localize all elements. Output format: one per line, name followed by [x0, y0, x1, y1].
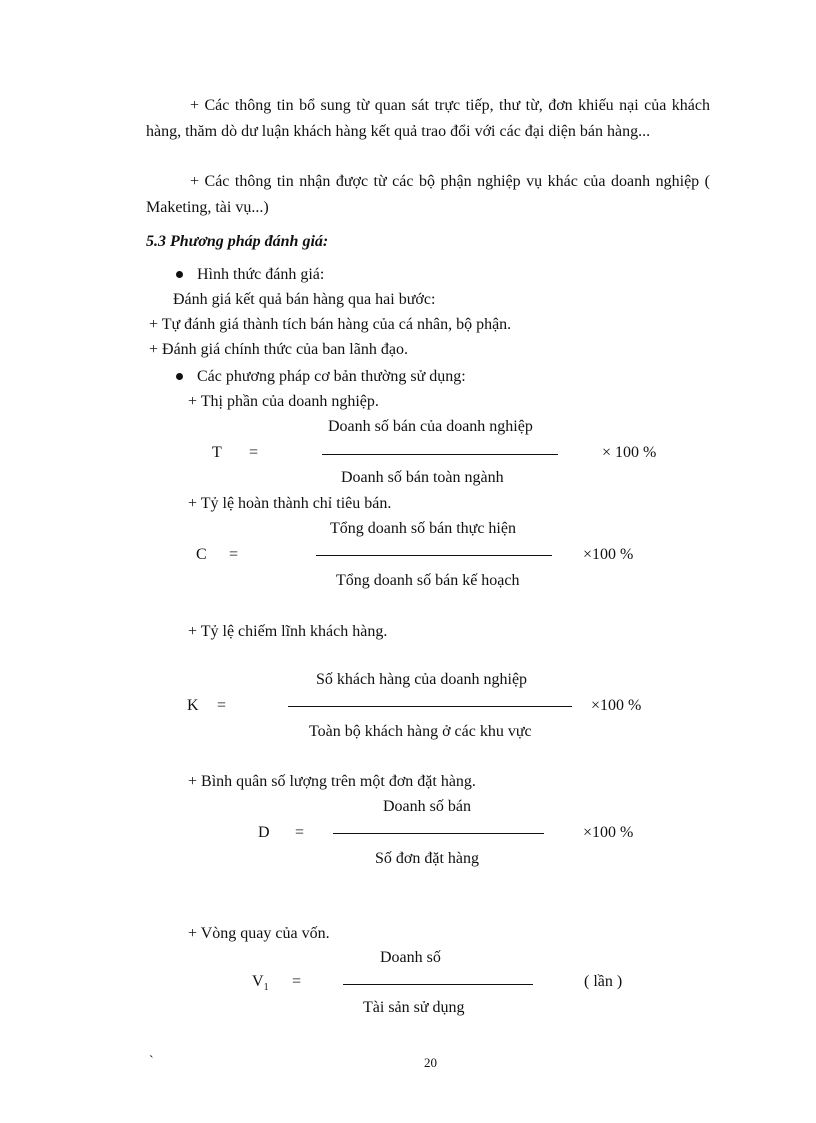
bullet-dot	[176, 271, 183, 278]
formula-c-label: + Tỷ lệ hoàn thành chỉ tiêu bán.	[188, 495, 392, 512]
formula-c-denominator: Tổng doanh số bán kế hoạch	[336, 572, 520, 589]
formula-k-label: + Tỷ lệ chiếm lĩnh khách hàng.	[188, 623, 388, 640]
formula-v-numerator: Doanh số	[380, 949, 441, 966]
formula-v-equals: =	[292, 973, 302, 990]
formula-d-numerator: Doanh số bán	[383, 798, 471, 815]
formula-v-fraction-bar	[343, 984, 533, 985]
formula-k-fraction-bar	[288, 706, 572, 707]
self-evaluation-line: + Tự đánh giá thành tích bán hàng của cá nhân, bộ phận.	[149, 316, 512, 333]
formula-d-denominator: Số đơn đặt hàng	[375, 850, 480, 867]
bullet-item-basic-methods: Các phương pháp cơ bản thường sử dụng:	[197, 368, 466, 385]
formula-c-multiplier: ×100 %	[583, 546, 634, 563]
formula-v-multiplier: ( lần )	[584, 973, 623, 990]
bullet-dot	[176, 373, 183, 380]
page-number: 20	[424, 1055, 437, 1070]
formula-d-equals: =	[295, 824, 305, 841]
formula-c-fraction-bar	[316, 555, 552, 556]
formula-t-equals: =	[249, 444, 259, 461]
formula-v-variable	[252, 972, 269, 994]
formula-k-variable: K	[187, 697, 199, 714]
formula-t-denominator: Doanh số bán toàn ngành	[341, 469, 504, 486]
formula-v-variable-letter: V	[252, 973, 264, 990]
formula-v-variable-subscript: 1	[263, 982, 269, 993]
intro-paragraph-1: + Các thông tin bổ sung từ quan sát trực tiếp, thư từ, đơn khiếu nại của khách hàng, thăm dò dư luận khách hàng kết quả trao đổi với các đại diện bán hàng...	[146, 97, 710, 140]
formula-d-variable: D	[258, 824, 270, 841]
footer-mark: `	[149, 1054, 154, 1069]
formula-k-denominator: Toàn bộ khách hàng ở các khu vực	[309, 723, 532, 740]
formula-t-fraction-bar	[322, 454, 558, 455]
formula-c-equals: =	[229, 546, 239, 563]
formula-k-equals: =	[217, 697, 227, 714]
intro-paragraph-2: + Các thông tin nhận được từ các bộ phận nghiệp vụ khác của doanh nghiệp ( Maketing, tài vụ...)	[146, 173, 710, 216]
formula-v-label: + Vòng quay của vốn.	[188, 925, 330, 942]
formula-d-multiplier: ×100 %	[583, 824, 634, 841]
bullet-item-evaluation-form: Hình thức đánh giá:	[197, 266, 325, 283]
section-heading: 5.3 Phương pháp đánh giá:	[146, 233, 329, 250]
formula-v-denominator: Tài sản sử dụng	[363, 999, 465, 1016]
formula-c-variable: C	[196, 546, 207, 563]
formula-t-numerator: Doanh số bán của doanh nghiệp	[328, 418, 533, 435]
formula-t-multiplier: × 100 %	[602, 444, 657, 461]
formula-k-numerator: Số khách hàng của doanh nghiệp	[316, 671, 528, 688]
formula-k-multiplier: ×100 %	[591, 697, 642, 714]
formula-d-label: + Bình quân số lượng trên một đơn đặt hàng.	[188, 773, 476, 790]
formula-t-label: + Thị phần của doanh nghiệp.	[188, 393, 379, 410]
formula-c-numerator: Tổng doanh số bán thực hiện	[330, 520, 516, 537]
official-evaluation-line: + Đánh giá chính thức của ban lãnh đạo.	[149, 341, 408, 358]
formula-d-fraction-bar	[333, 833, 544, 834]
formula-t-variable: T	[212, 444, 222, 461]
evaluation-steps-line: Đánh giá kết quả bán hàng qua hai bước:	[173, 291, 436, 308]
